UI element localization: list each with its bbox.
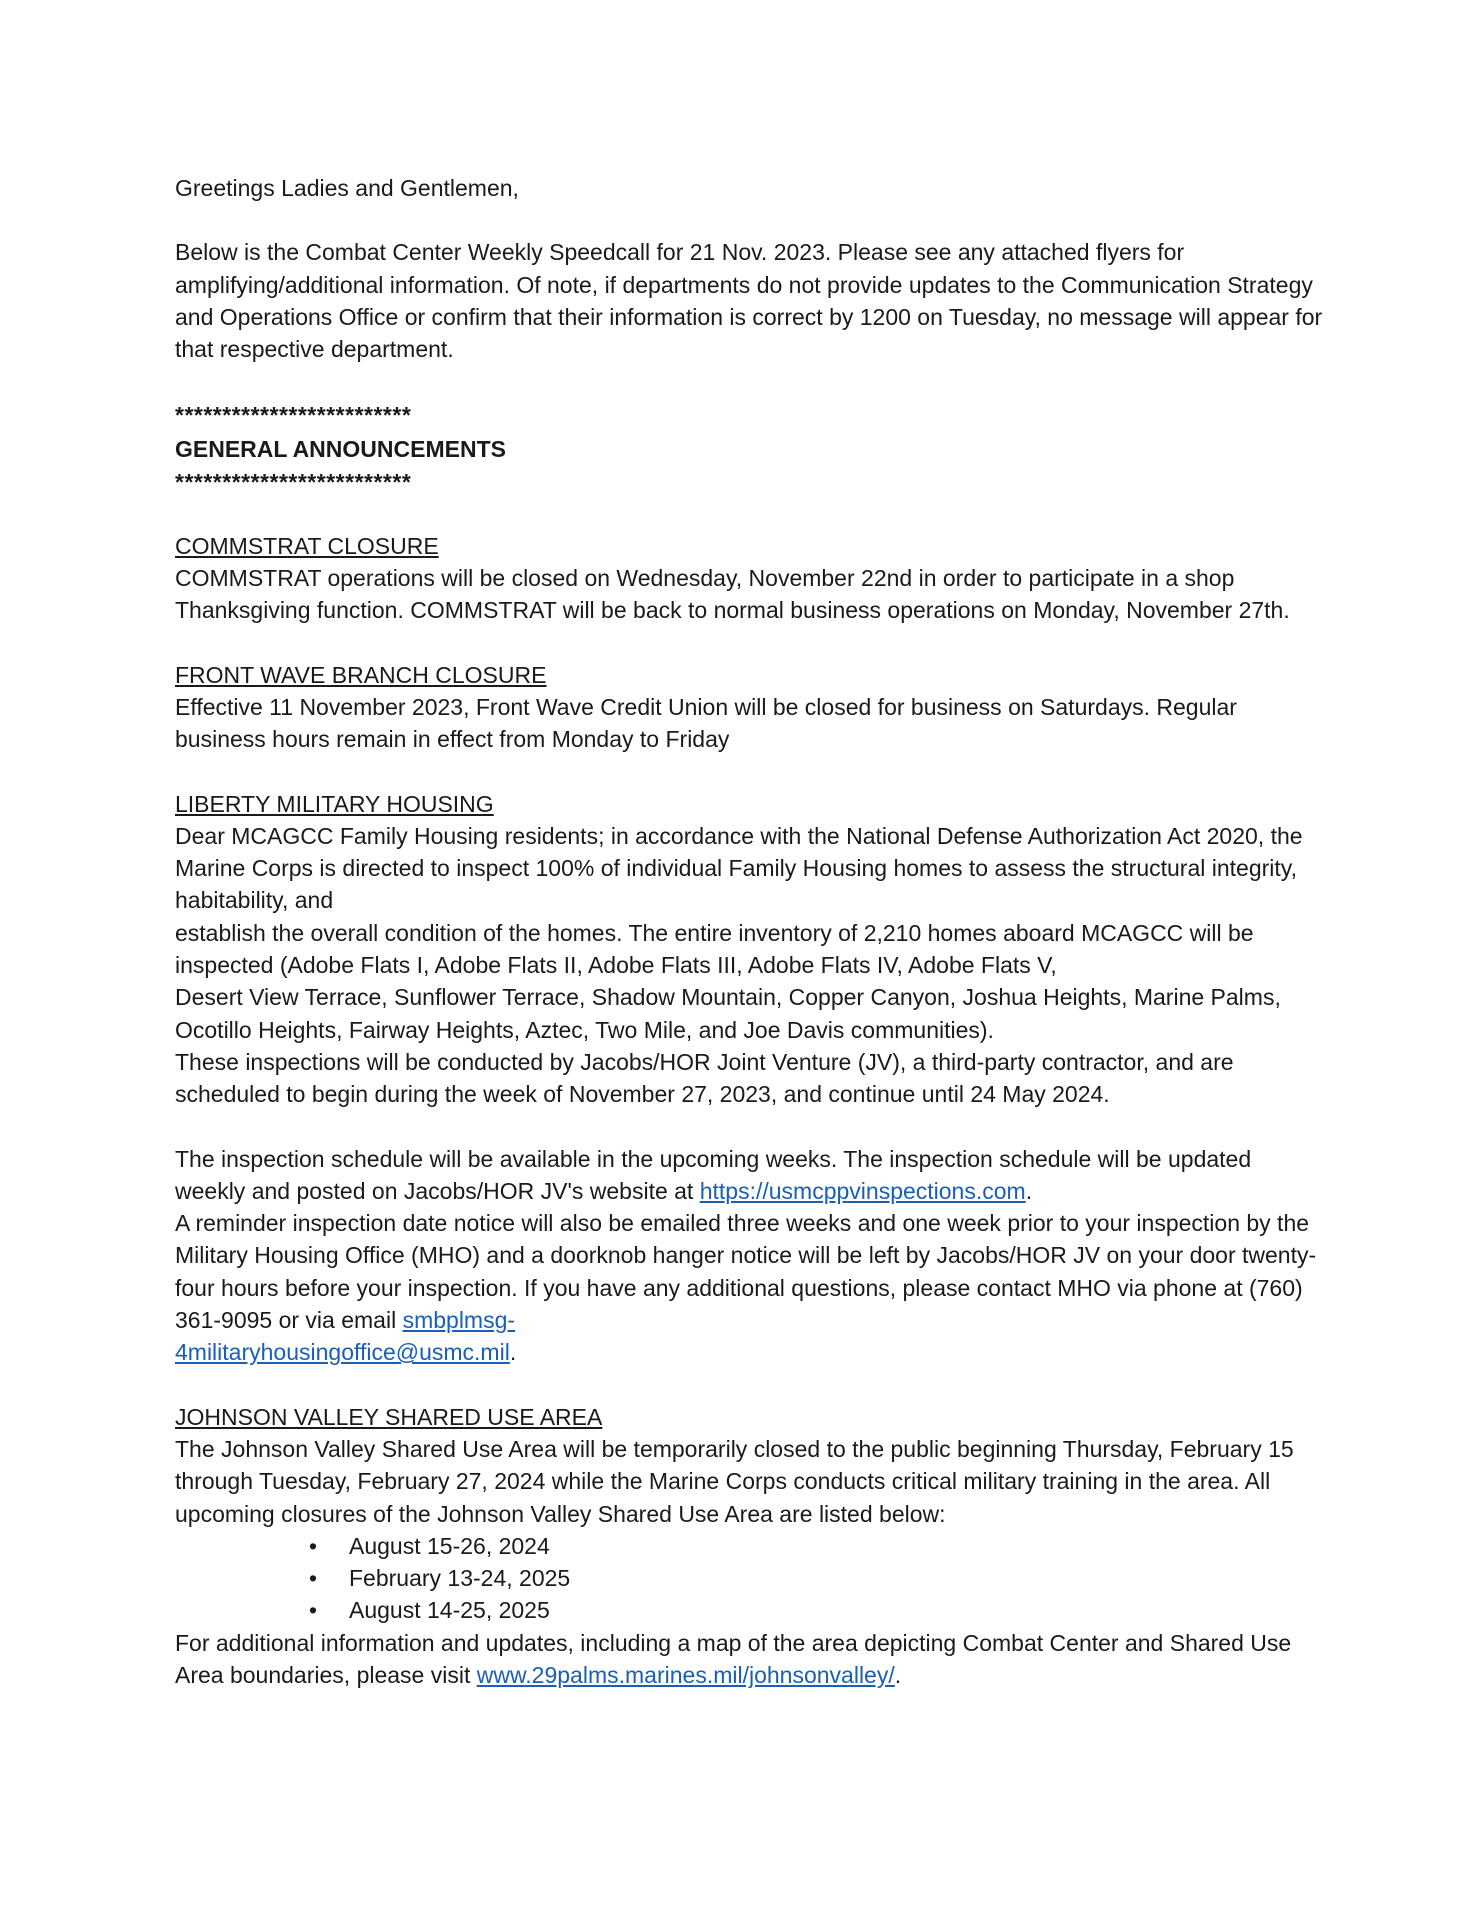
liberty-reminder-paragraph: A reminder inspection date notice will also be emailed three weeks and one week prior to your inspection by the Military Housing Office (MHO) and a doorknob hanger notice will be left by Jacobs/HOR JV on your door twenty-four hours before your inspection. If you have any additional questions, please contact MHO via phone at (760) 361-9095 or via email smbplmsg- 4militaryhousingoffice@usmc.mil. <box>175 1210 1317 1366</box>
liberty-housing-line-3: Desert View Terrace, Sunflower Terrace, Shadow Mountain, Copper Canyon, Joshua Heights, Marine Palms, Ocotillo Heights, Fairway Heights, Aztec, Two Mile, and Joe Davis communities). <box>175 984 1281 1043</box>
document-page <box>175 172 1325 1691</box>
liberty-housing-line-2: establish the overall condition of the homes. The entire inventory of 2,210 homes aboard MCAGCC will be inspected (Adobe Flats I, Adobe Flats II, Adobe Flats III, Adobe Flats IV, Adobe Flats V, <box>175 919 1254 979</box>
front-wave-closure-body: Effective 11 November 2023, Front Wave Credit Union will be closed for business on Saturdays. Regular business hours remain in effect from Monday to Friday <box>175 693 1237 753</box>
commstrat-closure-heading: COMMSTRAT CLOSURE <box>175 532 439 559</box>
housing-office-email-link[interactable]: smbplmsg- 4militaryhousingoffice@usmc.mil <box>175 1307 516 1366</box>
liberty-housing-line-4: These inspections will be conducted by Jacobs/HOR Joint Venture (JV), a third-party contractor, and are scheduled to begin during the week of November 27, 2023, and continue until 24 May 2024. <box>175 1048 1234 1108</box>
johnson-valley-website-link[interactable]: www.29palms.marines.mil/johnsonvalley/ <box>476 1661 895 1688</box>
inspections-website-link[interactable]: https://usmcppvinspections.com <box>699 1177 1026 1204</box>
liberty-housing-heading: LIBERTY MILITARY HOUSING <box>175 790 494 817</box>
liberty-housing-line-1: Dear MCAGCC Family Housing residents; in accordance with the National Defense Authorization Act 2020, the Marine Corps is directed to inspect 100% of individual Family Housing homes to assess the structural integrity, habitability, and <box>175 822 1303 914</box>
greeting: Greetings Ladies and Gentlemen, <box>175 175 519 201</box>
list-item: • August 14-25, 2025 <box>175 1594 1325 1626</box>
intro-paragraph: Below is the Combat Center Weekly Speedcall for 21 Nov. 2023. Please see any attached flyers for amplifying/additional information. Of note, if departments do not provide updates to the Communication Strategy and Operations Office or confirm that their information is correct by 1200 on Tuesday, no message will appear for that respective department. <box>175 239 1323 363</box>
liberty-schedule-paragraph: The inspection schedule will be available in the upcoming weeks. The inspection schedule will be updated weekly and posted on Jacobs/HOR JV's website at https://usmcppvinspections.com. <box>175 1145 1252 1204</box>
list-item: • February 13-24, 2025 <box>175 1562 1325 1594</box>
general-announcements-title: GENERAL ANNOUNCEMENTS <box>175 436 506 463</box>
johnson-valley-closing: For additional information and updates, including a map of the area depicting Combat Center and Shared Use Area boundaries, please visit www.29palms.marines.mil/johnsonvalley/. <box>175 1629 1292 1688</box>
list-item: • August 15-26, 2024 <box>175 1530 1325 1562</box>
commstrat-closure-body: COMMSTRAT operations will be closed on Wednesday, November 22nd in order to participate in a shop Thanksgiving function. COMMSTRAT will be back to normal business operations on Monday, November 27th. <box>175 565 1290 624</box>
front-wave-closure-heading: FRONT WAVE BRANCH CLOSURE <box>175 661 547 688</box>
johnson-valley-heading: JOHNSON VALLEY SHARED USE AREA <box>175 1403 603 1430</box>
divider-stars-bottom: ************************* <box>175 468 412 495</box>
johnson-valley-body: The Johnson Valley Shared Use Area will be temporarily closed to the public beginning Thursday, February 15 through Tuesday, February 27, 2024 while the Marine Corps conducts critical military training in the area. All upcoming closures of the Johnson Valley Shared Use Area are listed below: <box>175 1435 1294 1527</box>
closure-dates-list <box>175 1530 1325 1627</box>
divider-stars-top: ************************* <box>175 402 412 429</box>
